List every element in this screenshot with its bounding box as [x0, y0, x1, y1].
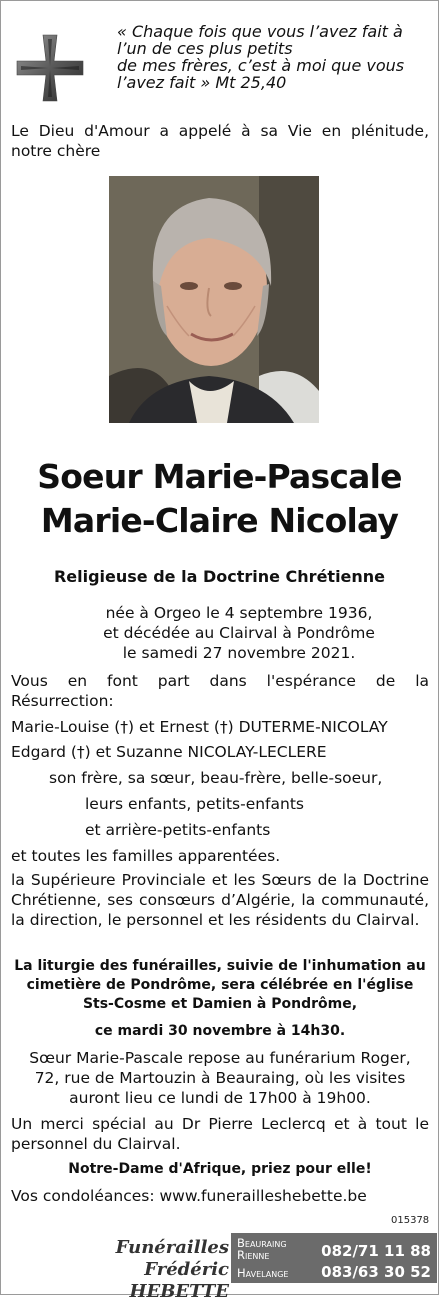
family-line: et toutes les familles apparentées.	[11, 847, 281, 865]
quote-line: de mes frères, c’est à moi que vous	[117, 56, 405, 75]
dates-line: le samedi 27 novembre 2021.	[122, 644, 356, 662]
place-label: Rienne	[237, 1248, 270, 1262]
phone-number: 082/71 11 88	[321, 1242, 431, 1260]
birth-death-dates	[39, 603, 439, 663]
visits-line: Sœur Marie-Pascale repose au funérarium Roger,	[29, 1049, 411, 1067]
place-label: Havelange	[237, 1266, 289, 1280]
dates-line: née à Orgeo le 4 septembre 1936,	[105, 604, 373, 622]
funeral-home-line1: Funérailles	[115, 1237, 229, 1258]
religious-title: Religieuse de la Doctrine Chrétienne	[53, 567, 386, 586]
announcement-text: Vous en font part dans l'espérance de la Résurrection:	[11, 672, 429, 710]
deceased-name-line2: Marie-Claire Nicolay	[40, 501, 399, 540]
liturgy-line: Sts-Cosme et Damien à Pondrôme,	[82, 996, 358, 1012]
thanks-text: Un merci spécial au Dr Pierre Leclercq et à tout le personnel du Clairval.	[11, 1115, 429, 1153]
intro-text: Le Dieu d'Amour a appelé à sa Vie en plénitude, notre chère	[11, 122, 429, 160]
liturgy-block	[5, 957, 435, 1014]
bible-quote	[117, 23, 417, 91]
cross-icon	[15, 33, 85, 103]
visits-line: 72, rue de Martouzin à Beauraing, où les visites	[34, 1069, 406, 1087]
funeral-home-name	[89, 1233, 229, 1302]
place-label: Beauraing	[237, 1236, 287, 1250]
family-line: son frère, sa sœur, beau-frère, belle-soeur,	[49, 769, 383, 787]
visits-line: auront lieu ce lundi de 17h00 à 19h00.	[69, 1089, 371, 1107]
deceased-name-line1: Soeur Marie-Pascale	[37, 457, 402, 496]
condolences-text: Vos condoléances: www.funerailleshebette.be	[11, 1187, 367, 1205]
contact-panel	[231, 1233, 437, 1283]
liturgy-date: ce mardi 30 novembre à 14h30.	[94, 1023, 346, 1039]
liturgy-line: cimetière de Pondrôme, sera célébrée en l'église	[26, 977, 414, 993]
reference-number: 015378	[391, 1215, 430, 1226]
liturgy-line: La liturgie des funérailles, suivie de l'inhumation au	[14, 958, 426, 974]
family-line: et arrière-petits-enfants	[85, 821, 271, 839]
quote-line: « Chaque fois que vous l’avez fait à	[117, 22, 403, 41]
dates-line: et décédée au Clairval à Pondrôme	[103, 624, 375, 642]
quote-line: l’avez fait » Mt 25,40	[117, 73, 287, 92]
portrait-photo	[109, 176, 319, 423]
family-line: Marie-Louise (†) et Ernest (†) DUTERME-NICOLAY	[11, 718, 388, 736]
family-line: leurs enfants, petits-enfants	[85, 795, 304, 813]
visits-block	[5, 1048, 435, 1108]
phone-number: 083/63 30 52	[321, 1263, 431, 1281]
prayer-text: Notre-Dame d'Afrique, priez pour elle!	[68, 1161, 372, 1177]
funeral-home-line2: Frédéric HEBETTE	[129, 1259, 229, 1302]
quote-block	[1, 19, 438, 111]
quote-line: l’un de ces plus petits	[117, 39, 293, 58]
family-line: Edgard (†) et Suzanne NICOLAY-LECLERE	[11, 743, 327, 761]
community-text: la Supérieure Provinciale et les Sœurs de la Doctrine Chrétienne, ses consœurs d’Algérie, la communauté, la direction, le personnel et les résidents du Clairval.	[11, 871, 429, 929]
funeral-home-banner	[89, 1233, 437, 1302]
